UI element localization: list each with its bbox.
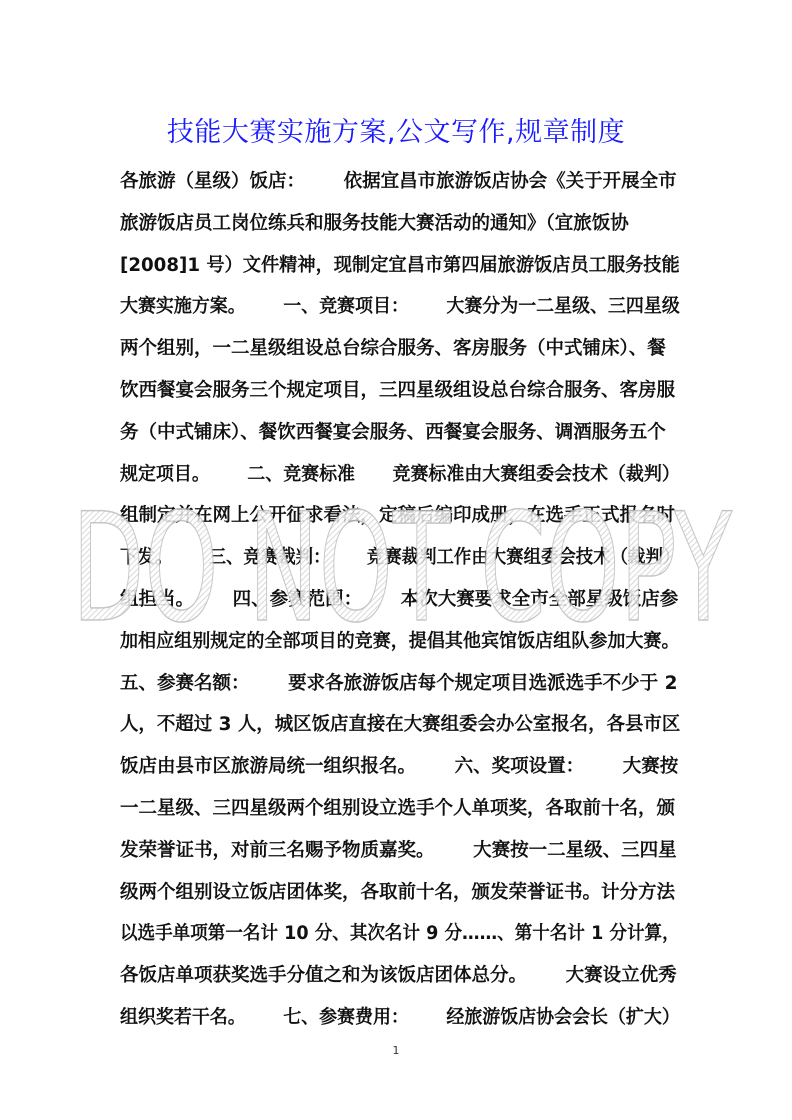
body-line: 饮西餐宴会服务三个规定项目，三四星级组设总台综合服务、客房服 <box>120 380 676 401</box>
body-line: 各旅游（星级）饭店： 依据宜昌市旅游饭店协会《关于开展全市 <box>120 171 677 192</box>
body-line: 旅游饭店员工岗位练兵和服务技能大赛活动的通知》（宜旅饭协 <box>120 212 629 234</box>
body-line: [2008]1 号）文件精神，现制定宜昌市第四届旅游饭店员工服务技能 <box>120 254 680 276</box>
body-line: 一二星级、三四星级两个组别设立选手个人单项奖，各取前十名，颁 <box>120 798 676 819</box>
document-title: 技能大赛实施方案,公文写作,规章制度 <box>166 117 626 148</box>
body-line: 饭店由县市区旅游局统一组织报名。 六、奖项设置： 大赛按 <box>120 756 679 778</box>
body-line: 组担当。 四、参赛范围： 本次大赛要求全市全部星级饭店参 <box>120 589 679 610</box>
body-line: 发荣誉证书，对前三名赐予物质嘉奖。 大赛按一二星级、三四星 <box>120 839 677 861</box>
body-line: 大赛实施方案。 一、竞赛项目： 大赛分为一二星级、三四星级 <box>120 296 680 318</box>
body-line: 人，不超过 3 人，城区饭店直接在大赛组委会办公室报名，各县市区 <box>120 714 681 736</box>
body-line: 级两个组别设立饭店团体奖，各取前十名，颁发荣誉证书。计分方法 <box>120 881 676 903</box>
body-line: 两个组别，一二星级组设总台综合服务、客房服务（中式铺床）、餐 <box>120 338 666 360</box>
body-line: 加相应组别规定的全部项目的竞赛，提倡其他宾馆饭店组队参加大赛。 <box>120 630 680 652</box>
body-line: 务（中式铺床）、餐饮西餐宴会服务、西餐宴会服务、调酒服务五个 <box>120 421 666 443</box>
body-line: 下发。 三、竞赛裁判： 竞赛裁判工作由大赛组委会技术（裁判） <box>120 547 681 569</box>
watermark-text: DO NOT COPY <box>72 482 733 640</box>
body-line: 组制定并在网上公开征求看法，定稿后编印成册，在选手正式报名时 <box>120 505 676 527</box>
page-number: 1 <box>392 1044 400 1057</box>
body-line: 各饭店单项获奖选手分值之和为该饭店团体总分。 大赛设立优秀 <box>120 965 677 987</box>
body-line: 组织奖若干名。 七、参赛费用： 经旅游饭店协会会长（扩大） <box>120 1007 680 1028</box>
body-line: 五、参赛名额： 要求各旅游饭店每个规定项目选派选手不少于 2 <box>120 672 678 694</box>
body-line: 以选手单项第一名计 10 分、其次名计 9 分……、第十名计 1 分计算， <box>120 923 680 945</box>
body-line: 规定项目。 二、竞赛标准 竞赛标准由大赛组委会技术（裁判） <box>120 463 680 485</box>
